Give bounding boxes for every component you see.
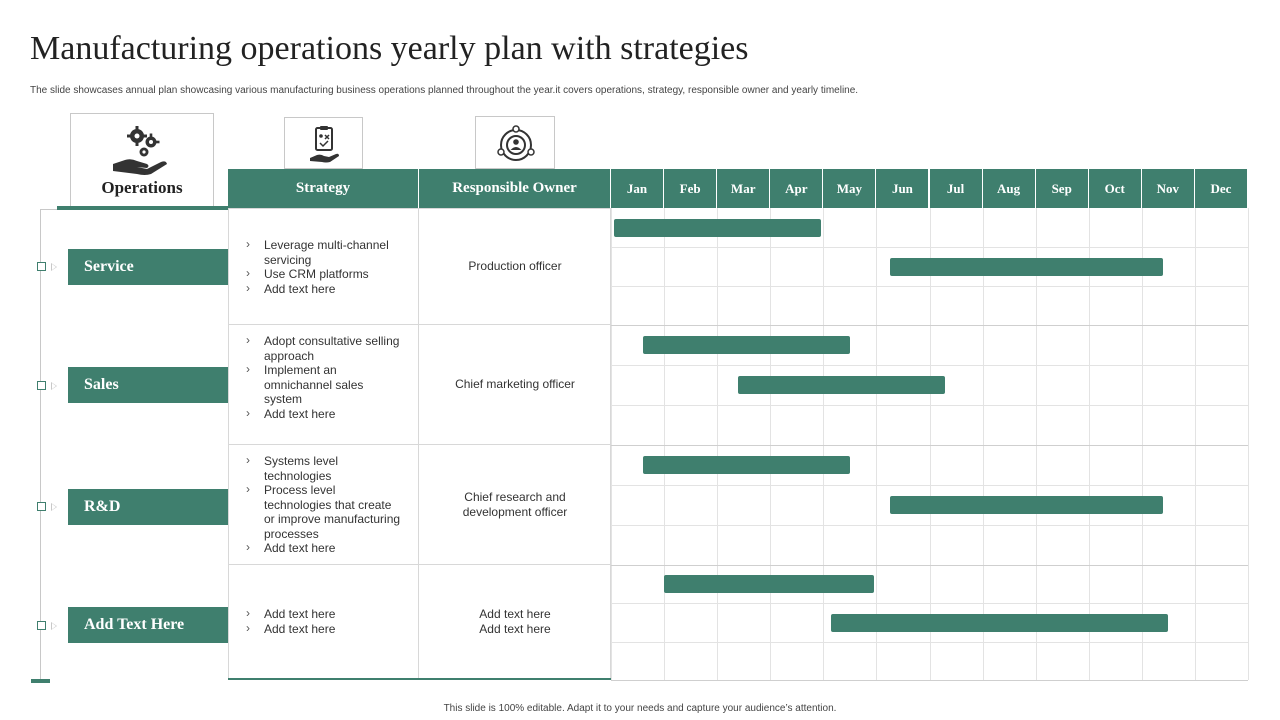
gantt-bar bbox=[643, 456, 850, 474]
grid-line-horizontal bbox=[611, 603, 1248, 604]
owner-icon-box bbox=[475, 116, 555, 169]
grid-line-vertical bbox=[664, 208, 665, 680]
table-bottom-rule bbox=[228, 678, 611, 680]
owner-cell bbox=[419, 325, 611, 444]
grid-line-vertical bbox=[983, 208, 984, 680]
row-marker bbox=[37, 262, 46, 271]
strategy-item: › Adopt consultative selling approach bbox=[264, 334, 404, 363]
row-arrow bbox=[51, 622, 57, 630]
grid-line-vertical bbox=[1036, 208, 1037, 680]
month-header-oct: Oct bbox=[1089, 169, 1142, 208]
category-add-text: Add Text Here bbox=[68, 607, 228, 643]
grid-line-vertical bbox=[876, 208, 877, 680]
row-arrow bbox=[51, 263, 57, 271]
row-marker bbox=[37, 502, 46, 511]
grid-line-horizontal bbox=[611, 247, 1248, 248]
strategy-item: › Use CRM platforms bbox=[264, 267, 404, 282]
page-subtitle: The slide showcases annual plan showcasing various manufacturing business operations planned throughout the year.it covers operations, strategy, responsible owner and yearly timeline. bbox=[30, 85, 859, 96]
grid-line-horizontal bbox=[611, 642, 1248, 643]
grid-line-horizontal bbox=[611, 565, 1248, 566]
month-header-jan: Jan bbox=[611, 169, 664, 208]
grid-line-horizontal bbox=[611, 485, 1248, 486]
grid-line-horizontal bbox=[611, 325, 1248, 326]
grid-line-vertical bbox=[1248, 208, 1249, 680]
grid-line-horizontal bbox=[611, 286, 1248, 287]
gantt-bar bbox=[738, 376, 945, 394]
strategy-icon-box bbox=[284, 117, 363, 169]
grid-line-horizontal bbox=[611, 680, 1248, 681]
grid-line-vertical bbox=[611, 208, 612, 680]
gantt-bar bbox=[890, 496, 1163, 514]
owner-cell bbox=[419, 208, 611, 325]
grid-line-horizontal bbox=[611, 405, 1248, 406]
gantt-bar bbox=[614, 219, 821, 237]
strategy-item: › Implement an omnichannel sales system bbox=[264, 363, 404, 407]
month-header-jul: Jul bbox=[930, 169, 983, 208]
month-header-apr: Apr bbox=[770, 169, 823, 208]
month-header-dec: Dec bbox=[1195, 169, 1248, 208]
row-marker bbox=[37, 381, 46, 390]
grid-line-vertical bbox=[930, 208, 931, 680]
gantt-bar bbox=[831, 614, 1168, 632]
grid-line-vertical bbox=[1142, 208, 1143, 680]
strategy-item: › Systems level technologies bbox=[264, 454, 404, 483]
strategy-item: › Add text here bbox=[264, 282, 404, 297]
month-header-mar: Mar bbox=[717, 169, 770, 208]
owner-text: Production officer bbox=[468, 259, 562, 274]
grid-line-horizontal bbox=[611, 445, 1248, 446]
month-header-feb: Feb bbox=[664, 169, 717, 208]
owner-cycle-icon bbox=[496, 125, 536, 165]
month-header-aug: Aug bbox=[983, 169, 1036, 208]
page-title: Manufacturing operations yearly plan with strategies bbox=[30, 30, 749, 67]
owner-cell bbox=[419, 445, 611, 564]
strategy-item: › Add text here bbox=[264, 622, 404, 637]
category-service: Service bbox=[68, 249, 228, 285]
footer-note: This slide is 100% editable. Adapt it to your needs and capture your audience’s attention. bbox=[443, 703, 837, 714]
grid-line-horizontal bbox=[611, 365, 1248, 366]
owner-cell bbox=[419, 565, 611, 678]
category-rd: R&D bbox=[68, 489, 228, 525]
strategy-cell bbox=[228, 238, 419, 296]
grid-line-vertical bbox=[823, 208, 824, 680]
row-arrow bbox=[51, 503, 57, 511]
timeline-end-mark bbox=[31, 679, 50, 683]
gantt-bar bbox=[643, 336, 850, 354]
grid-line-vertical bbox=[717, 208, 718, 680]
timeline-line bbox=[40, 209, 41, 679]
grid-line-horizontal bbox=[611, 525, 1248, 526]
month-header-nov: Nov bbox=[1142, 169, 1195, 208]
strategy-cell bbox=[228, 607, 419, 636]
hand-gears-icon bbox=[111, 124, 173, 176]
row-marker bbox=[37, 621, 46, 630]
month-header-sep: Sep bbox=[1036, 169, 1089, 208]
row-arrow bbox=[51, 382, 57, 390]
strategy-item: › Add text here bbox=[264, 407, 404, 422]
gantt-bar bbox=[890, 258, 1163, 276]
category-sales: Sales bbox=[68, 367, 228, 403]
clipboard-strategy-icon bbox=[309, 126, 341, 164]
strategy-header: Strategy bbox=[228, 169, 419, 208]
operations-header-box bbox=[70, 113, 214, 208]
strategy-item: › Add text here bbox=[264, 607, 404, 622]
operations-underline bbox=[57, 206, 228, 210]
strategy-item: › Process level technologies that create or improve manufacturing processes bbox=[264, 483, 404, 541]
owner-text: Chief research and development officer bbox=[462, 490, 568, 519]
strategy-cell bbox=[228, 454, 419, 556]
operations-header: Operations bbox=[101, 178, 183, 197]
month-header-jun: Jun bbox=[876, 169, 929, 208]
strategy-item: › Add text here bbox=[264, 541, 404, 556]
grid-line-vertical bbox=[1195, 208, 1196, 680]
strategy-item: › Leverage multi-channel servicing bbox=[264, 238, 404, 267]
owner-header: Responsible Owner bbox=[419, 169, 611, 208]
gantt-bar bbox=[664, 575, 874, 593]
grid-line-vertical bbox=[770, 208, 771, 680]
owner-text: Chief marketing officer bbox=[455, 377, 575, 392]
month-header-may: May bbox=[823, 169, 876, 208]
owner-text: Add text here Add text here bbox=[479, 607, 551, 636]
grid-line-vertical bbox=[1089, 208, 1090, 680]
strategy-cell bbox=[228, 334, 419, 421]
